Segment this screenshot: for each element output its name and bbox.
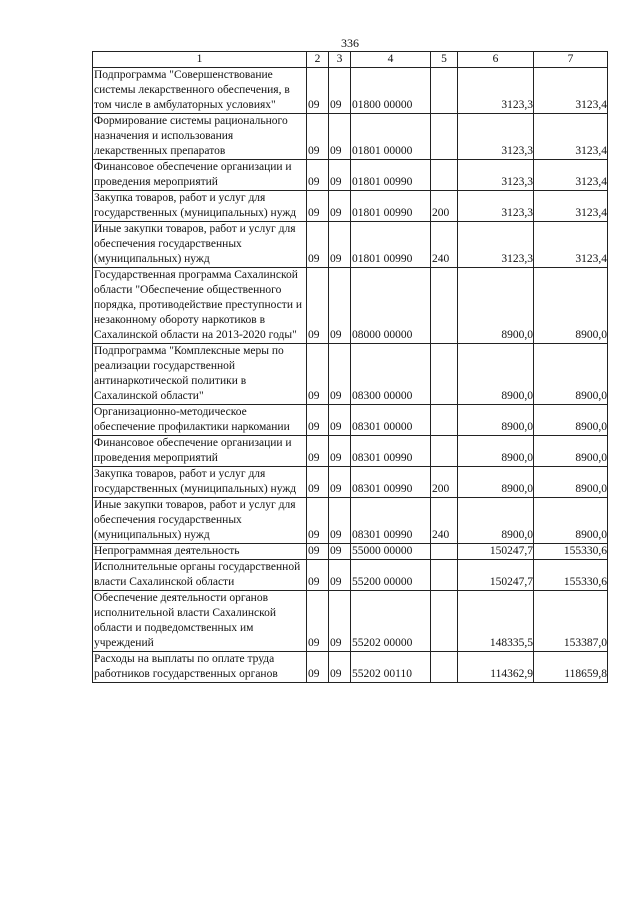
- amount-cell: 3123,4: [534, 222, 608, 268]
- amount-cell: 8900,0: [534, 268, 608, 344]
- amount-cell: 155330,6: [534, 560, 608, 591]
- section-code-cell: 09: [307, 560, 329, 591]
- amount-cell: 8900,0: [458, 268, 534, 344]
- subsection-code-cell: 09: [329, 114, 351, 160]
- amount-cell: 155330,6: [534, 544, 608, 560]
- target-article-cell: 01801 00990: [351, 160, 431, 191]
- expense-type-cell: 200: [431, 191, 458, 222]
- target-article-cell: 55000 00000: [351, 544, 431, 560]
- amount-cell: 150247,7: [458, 560, 534, 591]
- expense-type-cell: [431, 436, 458, 467]
- section-code-cell: 09: [307, 405, 329, 436]
- table-row: [93, 560, 608, 591]
- subsection-code-cell: 09: [329, 222, 351, 268]
- target-article-cell: 08301 00990: [351, 498, 431, 544]
- amount-cell: 3123,3: [458, 68, 534, 114]
- target-article-cell: 55200 00000: [351, 560, 431, 591]
- section-code-cell: 09: [307, 160, 329, 191]
- table-header-row: [93, 52, 608, 68]
- row-name-cell: Финансовое обеспечение организации и проведения мероприятий: [93, 436, 307, 467]
- amount-cell: 8900,0: [534, 498, 608, 544]
- row-name-cell: Расходы на выплаты по оплате труда работников государственных органов: [93, 652, 307, 683]
- expense-type-cell: [431, 344, 458, 405]
- section-code-cell: 09: [307, 222, 329, 268]
- target-article-cell: 08301 00000: [351, 405, 431, 436]
- expense-type-cell: [431, 114, 458, 160]
- amount-cell: 8900,0: [534, 467, 608, 498]
- table-row: [93, 498, 608, 544]
- table-row: [93, 544, 608, 560]
- column-header: 7: [534, 52, 608, 68]
- amount-cell: 118659,8: [534, 652, 608, 683]
- target-article-cell: 01800 00000: [351, 68, 431, 114]
- row-name-cell: Государственная программа Сахалинской области "Обеспечение общественного порядка, противодействие преступности и незаконному обороту наркотиков в Сахалинской области на 2013-2020 годы": [93, 268, 307, 344]
- subsection-code-cell: 09: [329, 467, 351, 498]
- expense-type-cell: 240: [431, 222, 458, 268]
- section-code-cell: 09: [307, 68, 329, 114]
- section-code-cell: 09: [307, 268, 329, 344]
- expense-type-cell: [431, 652, 458, 683]
- target-article-cell: 55202 00110: [351, 652, 431, 683]
- amount-cell: 3123,4: [534, 160, 608, 191]
- amount-cell: 153387,0: [534, 591, 608, 652]
- expense-type-cell: [431, 68, 458, 114]
- subsection-code-cell: 09: [329, 560, 351, 591]
- column-header: 2: [307, 52, 329, 68]
- table-row: [93, 591, 608, 652]
- section-code-cell: 09: [307, 114, 329, 160]
- column-header: 4: [351, 52, 431, 68]
- table-row: [93, 344, 608, 405]
- amount-cell: 3123,4: [534, 191, 608, 222]
- column-header: 3: [329, 52, 351, 68]
- amount-cell: 3123,3: [458, 191, 534, 222]
- expense-type-cell: [431, 268, 458, 344]
- target-article-cell: 01801 00990: [351, 191, 431, 222]
- amount-cell: 8900,0: [534, 405, 608, 436]
- table-row: [93, 436, 608, 467]
- subsection-code-cell: 09: [329, 652, 351, 683]
- amount-cell: 8900,0: [458, 498, 534, 544]
- amount-cell: 150247,7: [458, 544, 534, 560]
- amount-cell: 148335,5: [458, 591, 534, 652]
- section-code-cell: 09: [307, 467, 329, 498]
- row-name-cell: Иные закупки товаров, работ и услуг для обеспечения государственных (муниципальных) нужд: [93, 222, 307, 268]
- amount-cell: 8900,0: [534, 436, 608, 467]
- target-article-cell: 08300 00000: [351, 344, 431, 405]
- subsection-code-cell: 09: [329, 405, 351, 436]
- amount-cell: 8900,0: [458, 344, 534, 405]
- subsection-code-cell: 09: [329, 544, 351, 560]
- table-row: [93, 268, 608, 344]
- column-header: 5: [431, 52, 458, 68]
- row-name-cell: Подпрограмма "Комплексные меры по реализации государственной антинаркотической политики в Сахалинской области": [93, 344, 307, 405]
- row-name-cell: Закупка товаров, работ и услуг для государственных (муниципальных) нужд: [93, 467, 307, 498]
- amount-cell: 8900,0: [534, 344, 608, 405]
- target-article-cell: 08000 00000: [351, 268, 431, 344]
- amount-cell: 8900,0: [458, 436, 534, 467]
- table-row: [93, 467, 608, 498]
- amount-cell: 3123,3: [458, 114, 534, 160]
- row-name-cell: Закупка товаров, работ и услуг для государственных (муниципальных) нужд: [93, 191, 307, 222]
- table-row: [93, 652, 608, 683]
- column-header: 1: [93, 52, 307, 68]
- section-code-cell: 09: [307, 544, 329, 560]
- subsection-code-cell: 09: [329, 191, 351, 222]
- table-row: [93, 160, 608, 191]
- subsection-code-cell: 09: [329, 344, 351, 405]
- budget-table: [92, 51, 608, 683]
- expense-type-cell: [431, 560, 458, 591]
- section-code-cell: 09: [307, 344, 329, 405]
- expense-type-cell: [431, 160, 458, 191]
- target-article-cell: 55202 00000: [351, 591, 431, 652]
- subsection-code-cell: 09: [329, 268, 351, 344]
- expense-type-cell: 240: [431, 498, 458, 544]
- page-number: 336: [341, 36, 359, 50]
- target-article-cell: 01801 00990: [351, 222, 431, 268]
- amount-cell: 8900,0: [458, 467, 534, 498]
- table-row: [93, 405, 608, 436]
- section-code-cell: 09: [307, 436, 329, 467]
- table-row: [93, 222, 608, 268]
- row-name-cell: Обеспечение деятельности органов исполнительной власти Сахалинской области и подведомственных им учреждений: [93, 591, 307, 652]
- section-code-cell: 09: [307, 652, 329, 683]
- amount-cell: 8900,0: [458, 405, 534, 436]
- expense-type-cell: [431, 544, 458, 560]
- row-name-cell: Формирование системы рационального назначения и использования лекарственных препаратов: [93, 114, 307, 160]
- column-header: 6: [458, 52, 534, 68]
- amount-cell: 3123,4: [534, 68, 608, 114]
- table-row: [93, 68, 608, 114]
- subsection-code-cell: 09: [329, 160, 351, 191]
- amount-cell: 3123,4: [534, 114, 608, 160]
- section-code-cell: 09: [307, 191, 329, 222]
- expense-type-cell: [431, 405, 458, 436]
- row-name-cell: Исполнительные органы государственной власти Сахалинской области: [93, 560, 307, 591]
- target-article-cell: 08301 00990: [351, 467, 431, 498]
- target-article-cell: 08301 00990: [351, 436, 431, 467]
- table-row: [93, 114, 608, 160]
- row-name-cell: Организационно-методическое обеспечение профилактики наркомании: [93, 405, 307, 436]
- row-name-cell: Непрограммная деятельность: [93, 544, 307, 560]
- amount-cell: 3123,3: [458, 160, 534, 191]
- row-name-cell: Финансовое обеспечение организации и проведения мероприятий: [93, 160, 307, 191]
- subsection-code-cell: 09: [329, 591, 351, 652]
- section-code-cell: 09: [307, 498, 329, 544]
- subsection-code-cell: 09: [329, 498, 351, 544]
- subsection-code-cell: 09: [329, 436, 351, 467]
- target-article-cell: 01801 00000: [351, 114, 431, 160]
- amount-cell: 3123,3: [458, 222, 534, 268]
- amount-cell: 114362,9: [458, 652, 534, 683]
- section-code-cell: 09: [307, 591, 329, 652]
- row-name-cell: Подпрограмма "Совершенствование системы лекарственного обеспечения, в том числе в амбулаторных условиях": [93, 68, 307, 114]
- expense-type-cell: [431, 591, 458, 652]
- table-row: [93, 191, 608, 222]
- expense-type-cell: 200: [431, 467, 458, 498]
- row-name-cell: Иные закупки товаров, работ и услуг для обеспечения государственных (муниципальных) нужд: [93, 498, 307, 544]
- subsection-code-cell: 09: [329, 68, 351, 114]
